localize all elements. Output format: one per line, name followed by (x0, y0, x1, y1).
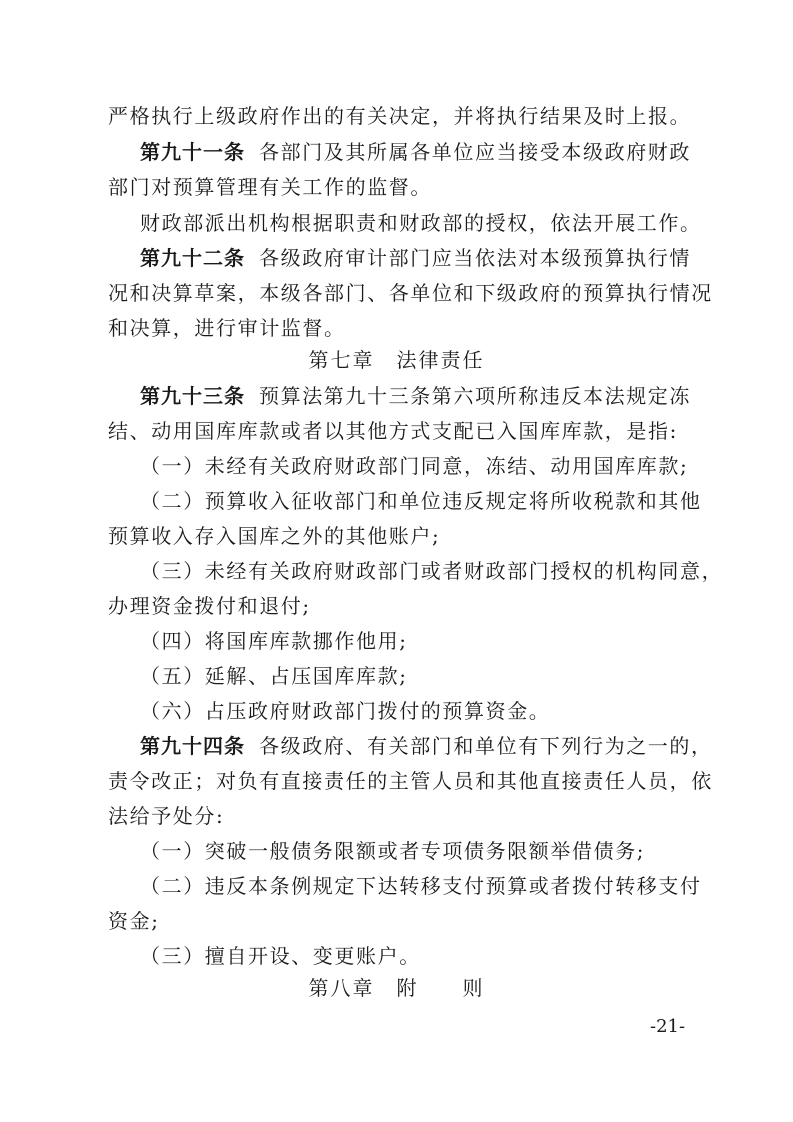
list-item: （一）突破一般债务限额或者专项债务限额举借债务; (140, 839, 646, 863)
paragraph-line: 办理资金拨付和退付; (108, 594, 311, 618)
article-92-line (140, 243, 730, 273)
paragraph-text: 各部门及其所属各单位应当接受本级政府财政 (259, 140, 691, 164)
list-item: （一）未经有关政府财政部门同意，冻结、动用国库库款; (140, 454, 689, 478)
article-94-line (140, 731, 730, 761)
paragraph-text: 各级政府、有关部门和单位有下列行为之一的， (259, 734, 713, 758)
article-heading: 第九十三条 (140, 384, 245, 408)
paragraph-line: 财政部派出机构根据职责和财政部的授权，依法开展工作。 (140, 211, 702, 235)
list-item: （二）违反本条例规定下达转移支付预算或者拨付转移支付 (140, 874, 702, 898)
list-item: （四）将国库库款挪作他用; (140, 629, 408, 653)
article-93-line (140, 381, 730, 411)
paragraph-line: 资金; (108, 909, 160, 933)
list-item: （二）预算收入征收部门和单位违反规定将所收税款和其他 (140, 489, 702, 513)
paragraph-line: 结、动用国库库款或者以其他方式支配已入国库库款，是指: (108, 419, 678, 443)
paragraph-line: 法给予处分: (108, 804, 225, 828)
list-item: （五）延解、占压国库库款; (140, 664, 408, 688)
chapter-heading: 第八章 附 则 (308, 976, 485, 1000)
paragraph-line: 部门对预算管理有关工作的监督。 (108, 175, 432, 199)
paragraph-text: 各级政府审计部门应当依法对本级预算执行情 (259, 246, 691, 270)
paragraph-line: 责令改正；对负有直接责任的主管人员和其他直接责任人员，依 (108, 769, 713, 793)
page-number: -21- (650, 1016, 686, 1037)
paragraph-line: 预算收入存入国库之外的其他账户; (108, 524, 441, 548)
list-item: （三）擅自开设、变更账户。 (140, 944, 421, 968)
paragraph-text: 预算法第九十三条第六项所称违反本法规定冻 (259, 384, 691, 408)
chapter-heading: 第七章 法律责任 (308, 348, 485, 372)
paragraph-line: 严格执行上级政府作出的有关决定，并将执行结果及时上报。 (108, 104, 692, 128)
list-item: （六）占压政府财政部门拨付的预算资金。 (140, 699, 551, 723)
paragraph-line: 和决算，进行审计监督。 (108, 316, 346, 340)
article-91-line (140, 137, 730, 167)
article-heading: 第九十一条 (140, 140, 245, 164)
paragraph-line: 况和决算草案，本级各部门、各单位和下级政府的预算执行情况 (108, 281, 713, 305)
article-heading: 第九十四条 (140, 734, 245, 758)
list-item: （三）未经有关政府财政部门或者财政部门授权的机构同意， (140, 559, 724, 583)
article-heading: 第九十二条 (140, 246, 245, 270)
